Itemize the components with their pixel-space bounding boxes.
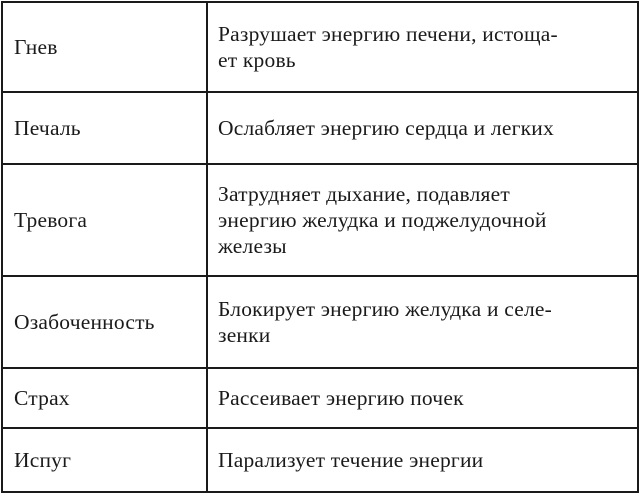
effect-text-line: зенки [218,323,271,347]
effect-text-line: Затрудняет дыхание, подавляет [218,182,510,206]
table-row [2,428,638,492]
effect-text-line: Ослабляет энергию сердца и легких [218,116,554,140]
effect-text-line: Парализует течение энергии [218,448,484,472]
effect-text-line: железы [218,234,287,258]
emotion-cell: Печаль [2,92,207,164]
emotion-cell: Страх [2,368,207,428]
emotion-cell: Гнев [2,2,207,92]
effect-cell [207,276,638,368]
table-row [2,164,638,276]
effect-cell [207,164,638,276]
table-row [2,2,638,92]
emotion-cell: Озабоченность [2,276,207,368]
effect-text-line: ет кровь [218,48,296,72]
effect-text-line: Разрушает энергию печени, истоща- [218,22,558,46]
table-row [2,368,638,428]
emotion-cell: Испуг [2,428,207,492]
effect-cell [207,2,638,92]
effect-cell [207,92,638,164]
effect-text-line: Рассеивает энергию почек [218,386,464,410]
effect-cell [207,368,638,428]
emotion-cell: Тревога [2,164,207,276]
table-row [2,92,638,164]
emotions-table [1,1,639,493]
table-row [2,276,638,368]
effect-cell [207,428,638,492]
effect-text-line: энергию желудка и поджелудочной [218,208,547,232]
effect-text-line: Блокирует энергию желудка и селе- [218,297,553,321]
